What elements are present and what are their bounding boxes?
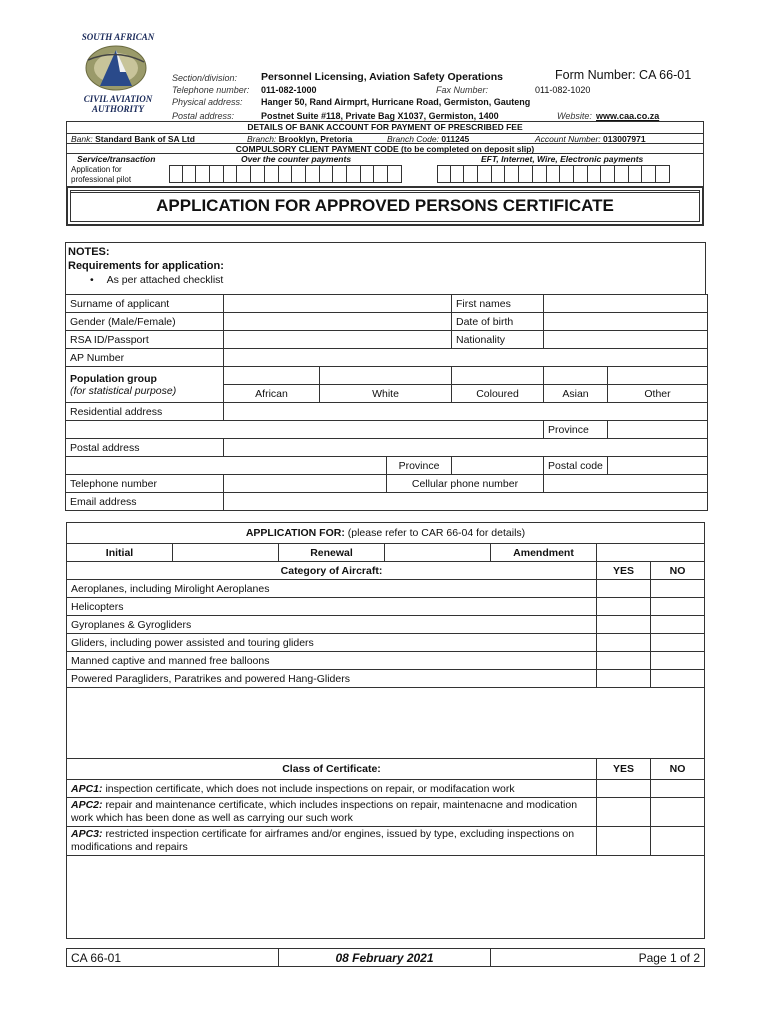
website-label: Website: bbox=[557, 111, 592, 121]
requirements-text: As per attached checklist bbox=[106, 274, 224, 286]
bank-title: DETAILS OF BANK ACCOUNT FOR PAYMENT OF PRESCRIBED FEE bbox=[247, 122, 523, 132]
nationality-label: Nationality bbox=[452, 331, 544, 349]
category-row-label: Aeroplanes, including Mirolight Aeroplanes bbox=[67, 580, 597, 598]
personal-details-table bbox=[65, 294, 708, 511]
pop-blank-2 bbox=[320, 367, 452, 385]
first-names-label: First names bbox=[452, 295, 544, 313]
dob-label: Date of birth bbox=[452, 313, 544, 331]
category-yes-checkbox[interactable] bbox=[597, 580, 651, 598]
eft-label: EFT, Internet, Wire, Electronic payments bbox=[481, 154, 644, 164]
bank-label: Bank: bbox=[71, 134, 93, 144]
class-yes-checkbox[interactable] bbox=[597, 827, 651, 856]
postal-address-field[interactable] bbox=[224, 439, 708, 457]
class-yes-header: YES bbox=[597, 759, 651, 780]
counter-code-boxes[interactable] bbox=[169, 165, 402, 183]
category-no-checkbox[interactable] bbox=[651, 616, 705, 634]
caa-emblem-icon bbox=[70, 42, 166, 94]
surname-field[interactable] bbox=[224, 295, 452, 313]
bank-block bbox=[66, 121, 704, 193]
service-value: Application for professional pilot bbox=[71, 165, 132, 184]
postal-province-field[interactable] bbox=[452, 457, 544, 475]
class-code: APC2: bbox=[71, 799, 103, 811]
postal-label: Postal address: bbox=[172, 111, 235, 121]
class-heading: Class of Certificate: bbox=[67, 759, 597, 780]
notes-box bbox=[65, 242, 706, 294]
postal-code-label: Postal code bbox=[544, 457, 608, 475]
footer-table bbox=[66, 948, 705, 967]
requirements-heading: Requirements for application: bbox=[68, 260, 224, 272]
title-box bbox=[66, 186, 704, 226]
service-label: Service/transaction bbox=[77, 154, 156, 164]
section-value: Personnel Licensing, Aviation Safety Operations bbox=[261, 71, 503, 83]
category-notes-space[interactable] bbox=[67, 688, 705, 759]
email-label: Email address bbox=[66, 493, 224, 511]
pop-option-coloured[interactable]: Coloured bbox=[452, 385, 544, 403]
gender-label: Gender (Male/Female) bbox=[66, 313, 224, 331]
counter-label: Over the counter payments bbox=[241, 154, 352, 164]
category-row-label: Manned captive and manned free balloons bbox=[67, 652, 597, 670]
amendment-label: Amendment bbox=[491, 544, 597, 562]
population-group-heading: Population group bbox=[70, 372, 157, 385]
rsa-id-field[interactable] bbox=[224, 331, 452, 349]
category-row-label: Helicopters bbox=[67, 598, 597, 616]
pop-blank-5 bbox=[608, 367, 708, 385]
ap-number-field[interactable] bbox=[224, 349, 708, 367]
fax-value: 011-082-1020 bbox=[535, 85, 591, 95]
dob-field[interactable] bbox=[544, 313, 708, 331]
account-value: 013007971 bbox=[603, 134, 646, 144]
class-no-checkbox[interactable] bbox=[651, 798, 705, 827]
category-row-label: Gyroplanes & Gyrogliders bbox=[67, 616, 597, 634]
category-heading: Category of Aircraft: bbox=[67, 562, 597, 580]
category-yes-header: YES bbox=[597, 562, 651, 580]
postal-address-field-2[interactable] bbox=[66, 457, 387, 475]
account-label: Account Number: bbox=[535, 134, 601, 144]
payment-code-title: COMPULSORY CLIENT PAYMENT CODE (to be completed on deposit slip) bbox=[235, 144, 535, 154]
class-no-checkbox[interactable] bbox=[651, 780, 705, 798]
footer-date: 08 February 2021 bbox=[279, 949, 491, 967]
fax-label: Fax Number: bbox=[436, 85, 489, 95]
class-notes-space[interactable] bbox=[67, 856, 705, 939]
bullet-icon: • bbox=[90, 274, 94, 286]
class-text: restricted inspection certificate for airframes and/or engines, issued by type, excluding inspections on modifications and repairs bbox=[71, 828, 575, 853]
gender-field[interactable] bbox=[224, 313, 452, 331]
class-yes-checkbox[interactable] bbox=[597, 780, 651, 798]
logo bbox=[70, 32, 170, 122]
tel-value: 011-082-1000 bbox=[261, 85, 317, 95]
category-no-checkbox[interactable] bbox=[651, 670, 705, 688]
rsa-id-label: RSA ID/Passport bbox=[66, 331, 224, 349]
category-no-header: NO bbox=[651, 562, 705, 580]
footer-form-number: CA 66-01 bbox=[67, 949, 279, 967]
nationality-field[interactable] bbox=[544, 331, 708, 349]
physical-value: Hanger 50, Rand Airmprt, Hurricane Road, Germiston, Gauteng bbox=[261, 97, 531, 107]
pop-blank-1 bbox=[224, 367, 320, 385]
tel-label: Telephone number: bbox=[172, 85, 250, 95]
residential-province-label: Province bbox=[544, 421, 608, 439]
amendment-field[interactable] bbox=[597, 544, 705, 562]
category-no-checkbox[interactable] bbox=[651, 580, 705, 598]
category-yes-checkbox[interactable] bbox=[597, 598, 651, 616]
category-row-label: Powered Paragliders, Paratrikes and powered Hang-Gliders bbox=[67, 670, 597, 688]
eft-code-boxes[interactable] bbox=[437, 165, 670, 183]
pop-option-other[interactable]: Other bbox=[608, 385, 708, 403]
section-label: Section/division: bbox=[172, 73, 238, 83]
class-code: APC1: bbox=[71, 782, 103, 795]
website-link[interactable]: www.caa.co.za bbox=[596, 111, 660, 121]
residential-label: Residential address bbox=[66, 403, 224, 421]
logo-top-text: SOUTH AFRICAN bbox=[81, 32, 155, 42]
application-table bbox=[66, 522, 705, 939]
class-row-apc3 bbox=[67, 827, 597, 856]
class-no-checkbox[interactable] bbox=[651, 827, 705, 856]
form-number: Form Number: CA 66-01 bbox=[555, 68, 692, 82]
pop-option-asian[interactable]: Asian bbox=[544, 385, 608, 403]
class-code: APC3: bbox=[71, 828, 103, 840]
category-no-checkbox[interactable] bbox=[651, 598, 705, 616]
page-title: APPLICATION FOR APPROVED PERSONS CERTIFICATE bbox=[156, 196, 614, 215]
category-yes-checkbox[interactable] bbox=[597, 616, 651, 634]
pop-option-african[interactable]: African bbox=[224, 385, 320, 403]
postal-address-label: Postal address bbox=[66, 439, 224, 457]
telephone-label: Telephone number bbox=[66, 475, 224, 493]
residential-province-field[interactable] bbox=[608, 421, 708, 439]
surname-label: Surname of applicant bbox=[66, 295, 224, 313]
population-note: (for statistical purpose) bbox=[70, 384, 177, 397]
physical-label: Physical address: bbox=[172, 97, 243, 107]
initial-label: Initial bbox=[67, 544, 173, 562]
postal-code-field[interactable] bbox=[608, 457, 708, 475]
category-no-checkbox[interactable] bbox=[651, 634, 705, 652]
code-value: 011245 bbox=[441, 134, 470, 144]
class-row-apc2 bbox=[67, 798, 597, 827]
branch-value: Brooklyn, Pretoria bbox=[278, 134, 353, 144]
application-heading-bold: APPLICATION FOR: bbox=[245, 527, 345, 539]
category-row-label: Gliders, including power assisted and touring gliders bbox=[67, 634, 597, 652]
application-heading bbox=[67, 523, 705, 544]
residential-field-2[interactable] bbox=[66, 421, 544, 439]
application-heading-rest: (please refer to CAR 66-04 for details) bbox=[347, 527, 526, 539]
bank-value: Standard Bank of SA Ltd bbox=[95, 134, 195, 144]
code-label: Branch Code: bbox=[387, 134, 439, 144]
class-text: inspection certificate, which does not include inspections on repair, or modifacation work bbox=[105, 782, 515, 795]
logo-bottom-line1: CIVIL AVIATION bbox=[83, 94, 153, 104]
renewal-label: Renewal bbox=[279, 544, 385, 562]
category-no-checkbox[interactable] bbox=[651, 652, 705, 670]
residential-field[interactable] bbox=[224, 403, 708, 421]
class-yes-checkbox[interactable] bbox=[597, 798, 651, 827]
pop-option-white[interactable]: White bbox=[320, 385, 452, 403]
postal-value: Postnet Suite #118, Private Bag X1037, Germiston, 1400 bbox=[261, 111, 499, 121]
category-yes-checkbox[interactable] bbox=[597, 634, 651, 652]
pop-blank-4 bbox=[544, 367, 608, 385]
initial-field[interactable] bbox=[173, 544, 279, 562]
ap-number-label: AP Number bbox=[66, 349, 224, 367]
logo-bottom-line2: AUTHORITY bbox=[91, 104, 144, 114]
renewal-field[interactable] bbox=[385, 544, 491, 562]
postal-province-label: Province bbox=[387, 457, 452, 475]
class-no-header: NO bbox=[651, 759, 705, 780]
category-yes-checkbox[interactable] bbox=[597, 652, 651, 670]
notes-heading: NOTES: bbox=[68, 246, 110, 258]
email-field[interactable] bbox=[224, 493, 708, 511]
cellular-label: Cellular phone number bbox=[387, 475, 544, 493]
category-yes-checkbox[interactable] bbox=[597, 670, 651, 688]
population-group-label bbox=[66, 367, 224, 403]
cellular-field[interactable] bbox=[544, 475, 708, 493]
footer-page: Page 1 of 2 bbox=[491, 949, 705, 967]
requirements-item bbox=[90, 274, 223, 286]
telephone-field[interactable] bbox=[224, 475, 387, 493]
branch-label: Branch: bbox=[247, 134, 277, 144]
first-names-field[interactable] bbox=[544, 295, 708, 313]
pop-blank-3 bbox=[452, 367, 544, 385]
class-text: repair and maintenance certificate, which includes inspections on repair, maintenacne and modication work which has been done as well as carrying our such work bbox=[71, 799, 578, 824]
class-row-apc1 bbox=[67, 780, 597, 798]
